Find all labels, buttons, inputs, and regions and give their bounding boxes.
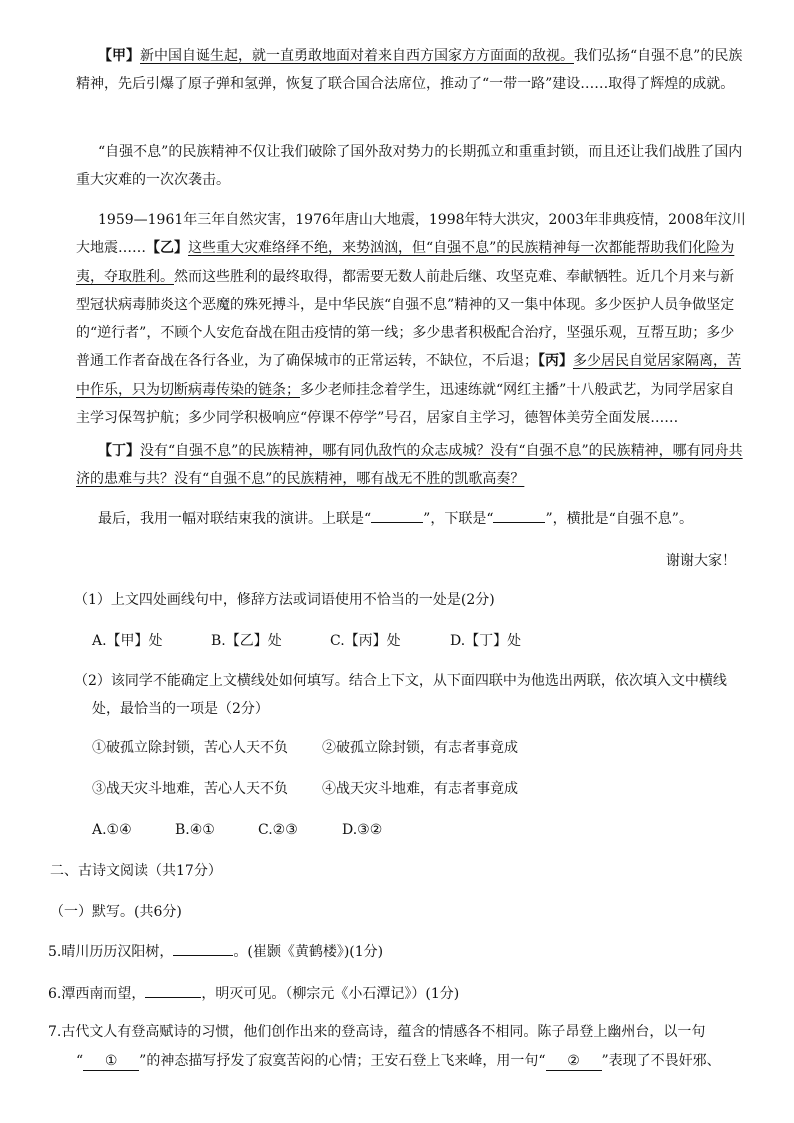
q2-item-2: ②破孤立除封锁，有志者事竟成 bbox=[322, 740, 518, 756]
paragraph-text: 我们弘扬“自强不息”的民族精神，先后引爆了原子弹和氢弹，恢复了联合国合法席位，推动了“一带一路”建设……取得了辉煌的成就。 bbox=[76, 48, 743, 92]
paragraph-ding bbox=[76, 437, 746, 493]
q2-item-1: ①破孤立除封锁，苦心人天不负 bbox=[92, 740, 288, 756]
paragraph-text: 多少老师挂念着学生，迅速练就“网红主播”十八般武艺，为同学居家自主学习保驾护航；多少同学积极响应“停课不停学”号召，居家自主学习，德智体美劳全面发展…… bbox=[76, 381, 735, 427]
q6-blank bbox=[145, 997, 201, 998]
question-5 bbox=[48, 941, 383, 963]
question-text: 5.晴川历历汉阳树， bbox=[48, 944, 174, 960]
paragraph-text: ”，横批是“自强不息”。 bbox=[545, 511, 693, 527]
paragraph-jia bbox=[76, 42, 746, 98]
q1-option-a: A.【甲】处 bbox=[92, 633, 163, 649]
paragraph-2: “自强不息”的民族精神不仅让我们破除了国外敌对势力的长期孤立和重重封锁，而且还让我们战胜了国内重大灾难的一次次袭击。 bbox=[76, 144, 743, 188]
question-6 bbox=[48, 983, 459, 1005]
section-2-title: 二、古诗文阅读（共17分） bbox=[50, 863, 222, 879]
q7-blank-1: ① bbox=[83, 1052, 139, 1071]
question-text: 6.潭西南而望， bbox=[48, 986, 146, 1002]
underlined-sentence-jia: 新中国自诞生起，就一直勇敢地面对着来自西方国家方方面面的敌视。 bbox=[140, 48, 574, 64]
question-2-stem-cont: 处，最恰当的一项是（2分） bbox=[92, 701, 269, 717]
marker-yi: 【乙】 bbox=[146, 240, 188, 257]
question-7-line-2 bbox=[76, 1050, 721, 1072]
question-7-line-1: 7.古代文人有登高赋诗的习惯，他们创作出来的登高诗，蕴含的情感各不相同。陈子昂登上幽州台，以一句 bbox=[48, 1024, 706, 1040]
q1-option-d: D.【丁】处 bbox=[450, 633, 522, 649]
question-text: “ bbox=[76, 1053, 84, 1069]
paragraph-couplet bbox=[76, 505, 746, 533]
question-text: 。(崔颢《黄鹤楼》)(1分) bbox=[233, 944, 384, 960]
paragraph-text: 然而这些胜利的最终取得，都需要无数人前赴后继、攻坚克难、奉献牺牲。近几个月来与新型冠状病毒肺炎这个恶魔的殊死搏斗，是中华民族“自强不息”精神的又一集中体现。多少医护人员争做坚定的“逆行者”，不顾个人安危奋战在阻击疫情的第一线；多少患者积极配合治疗，坚强乐观，互帮互助；多少普通工作者奋战在各行各业，为了确保城市的正常运转，不缺位，不后退； bbox=[76, 268, 735, 370]
closing-thanks: 谢谢大家！ bbox=[666, 553, 736, 569]
question-text: ”表现了不畏奸邪、 bbox=[601, 1053, 721, 1069]
question-text: ，明灭可见。（柳宗元《小石潭记》）(1分) bbox=[201, 986, 460, 1002]
paragraph-text: 最后，我用一幅对联结束我的演讲。上联是“ bbox=[98, 511, 372, 527]
marker-ding: 【丁】 bbox=[98, 443, 140, 459]
paragraph-text: 1959—1961年三年自然灾害，1976年唐山大地震，1998年特大洪灾，2003年非典疫情，2008年汶川大地震…… bbox=[76, 212, 746, 257]
q2-option-c: C.②③ bbox=[258, 822, 298, 838]
question-1-stem: （1）上文四处画线句中，修辞方法或词语使用不恰当的一处是(2分) bbox=[74, 592, 495, 608]
paragraph-text: ”，下联是“ bbox=[423, 511, 494, 527]
couplet-blank-2 bbox=[493, 522, 545, 523]
q7-blank-2: ② bbox=[546, 1052, 602, 1071]
couplet-blank-1 bbox=[371, 522, 423, 523]
question-text: ”的神态描写抒发了寂寞苦闷的心情；王安石登上飞来峰，用一句“ bbox=[139, 1053, 546, 1069]
q2-item-4: ④战天灾斗地难，有志者事竟成 bbox=[322, 781, 518, 797]
underlined-sentence-yi: 这些重大灾难络绎不绝，来势汹汹，但“自强不息”的民族精神每一次都能帮助我们化险为夷，夺取胜利。 bbox=[76, 240, 735, 285]
marker-jia: 【甲】 bbox=[98, 48, 140, 64]
q1-option-b: B.【乙】处 bbox=[211, 633, 282, 649]
question-2-stem: （2）该同学不能确定上文横线处如何填写。结合上下文，从下面四联中为他选出两联，依次填入文中横线 bbox=[74, 673, 727, 689]
q5-blank bbox=[173, 955, 233, 956]
underlined-sentence-ding: 没有“自强不息”的民族精神，哪有同仇敌忾的众志成城？没有“自强不息”的民族精神，哪有同舟共济的患难与共？没有“自强不息”的民族精神，哪有战无不胜的凯歌高奏？ bbox=[76, 443, 743, 487]
underlined-sentence-bing: 多少居民自觉居家隔离，苦中作乐，只为切断病毒传染的链条； bbox=[76, 353, 741, 398]
paragraph-3 bbox=[76, 206, 746, 432]
q2-option-b: B.④① bbox=[175, 822, 215, 838]
q1-option-c: C.【丙】处 bbox=[330, 633, 401, 649]
q2-option-d: D.③② bbox=[342, 822, 383, 838]
marker-bing: 【丙】 bbox=[538, 353, 573, 370]
q2-option-a: A.①④ bbox=[92, 822, 132, 838]
q2-item-3: ③战天灾斗地难，苦心人天不负 bbox=[92, 781, 288, 797]
section-2-subtitle: （一）默写。(共6分) bbox=[50, 904, 182, 920]
